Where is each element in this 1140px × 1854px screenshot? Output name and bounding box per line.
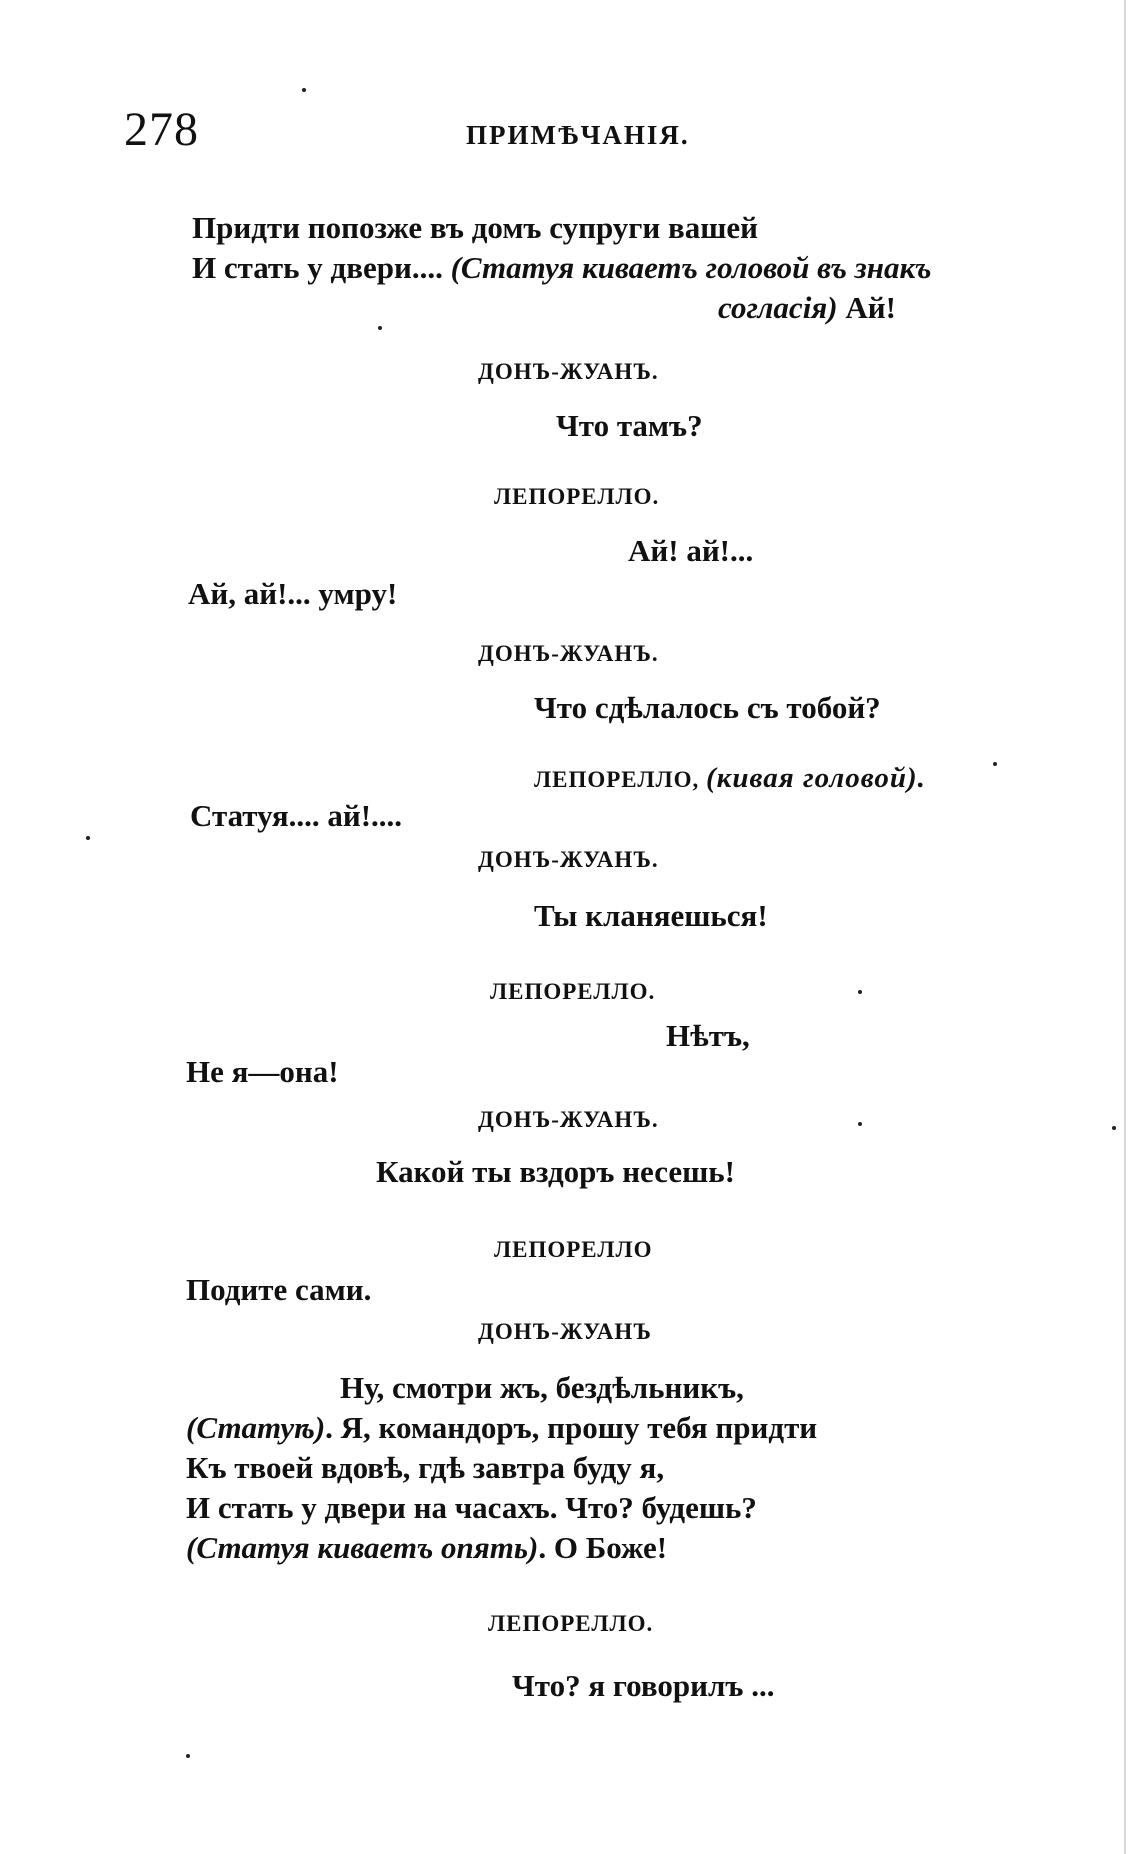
speaker-leporello [534, 764, 926, 793]
speaker-name: ЛЕПОРЕЛЛО, [534, 767, 707, 792]
verse-line-16: Къ твоей вдовѣ, гдѣ завтра буду я, [186, 1450, 665, 1485]
speaker-don-juan: ДОНЪ-ЖУАНЪ [478, 1319, 652, 1344]
stage-direction: (Статуя киваетъ опять) [186, 1530, 539, 1565]
speaker-leporello: ЛЕПОРЕЛЛО. [488, 1611, 654, 1636]
verse-line-13: Подите сами. [186, 1272, 372, 1307]
verse-line-15 [186, 1412, 817, 1443]
verse-line-10: Нѣтъ, [666, 1018, 750, 1053]
scan-speck [302, 88, 306, 92]
verse-line-6: Ай, ай!... умру! [188, 576, 398, 611]
verse-line-12: Какой ты вздоръ несешь! [376, 1154, 735, 1189]
verse-text: И стать у двери.... [192, 250, 451, 285]
verse-line-4: Что тамъ? [556, 408, 703, 443]
speaker-leporello: ЛЕПОРЕЛЛО. [490, 979, 656, 1004]
speaker-don-juan: ДОНЪ-ЖУАНЪ. [478, 847, 659, 872]
verse-line-17: И стать у двери на часахъ. Что? будешь? [186, 1490, 757, 1525]
scan-speck [858, 990, 862, 994]
speaker-don-juan: ДОНЪ-ЖУАНЪ. [478, 641, 659, 666]
verse-text: Ай! [837, 290, 896, 325]
stage-direction: (кивая головой). [706, 762, 926, 794]
verse-line-11: Не я—она! [186, 1054, 339, 1089]
verse-line-18 [186, 1532, 667, 1563]
speaker-don-juan: ДОНЪ-ЖУАНЪ. [478, 359, 659, 384]
scan-speck [1112, 1126, 1116, 1130]
scan-speck [86, 836, 90, 840]
stage-direction: (Статуѣ) [186, 1410, 326, 1445]
verse-line-5: Ай! ай!... [628, 533, 754, 568]
verse-line-1: Придти попозже въ домъ супруги вашей [192, 210, 759, 245]
speaker-don-juan: ДОНЪ-ЖУАНЪ. [478, 1107, 659, 1132]
stage-direction: (Статуя киваетъ головой въ знакъ [450, 250, 932, 285]
stage-direction: согласія) [718, 290, 838, 325]
verse-line-3 [718, 292, 896, 323]
page-number: 278 [124, 103, 199, 156]
scan-speck [378, 326, 382, 330]
verse-text: . О Боже! [538, 1530, 668, 1565]
scan-speck [993, 762, 997, 766]
verse-line-8: Статуя.... ай!.... [190, 798, 403, 833]
speaker-leporello: ЛЕПОРЕЛЛО. [494, 484, 660, 509]
verse-line-14: Ну, смотри жъ, бездѣльникъ, [340, 1370, 744, 1405]
scan-speck [858, 1122, 862, 1126]
verse-line-7: Что сдѣлалось съ тобой? [534, 690, 881, 725]
page-edge [1124, 0, 1126, 1854]
speaker-leporello: ЛЕПОРЕЛЛО [494, 1237, 653, 1262]
verse-line-19: Что? я говорилъ ... [512, 1668, 775, 1703]
scan-speck [186, 1754, 190, 1758]
verse-text: . Я, командоръ, прошу тебя придти [325, 1410, 818, 1445]
running-title: ПРИМѢЧАНІЯ. [466, 120, 690, 150]
verse-line-9: Ты кланяешься! [534, 898, 768, 933]
verse-line-2 [192, 252, 932, 283]
